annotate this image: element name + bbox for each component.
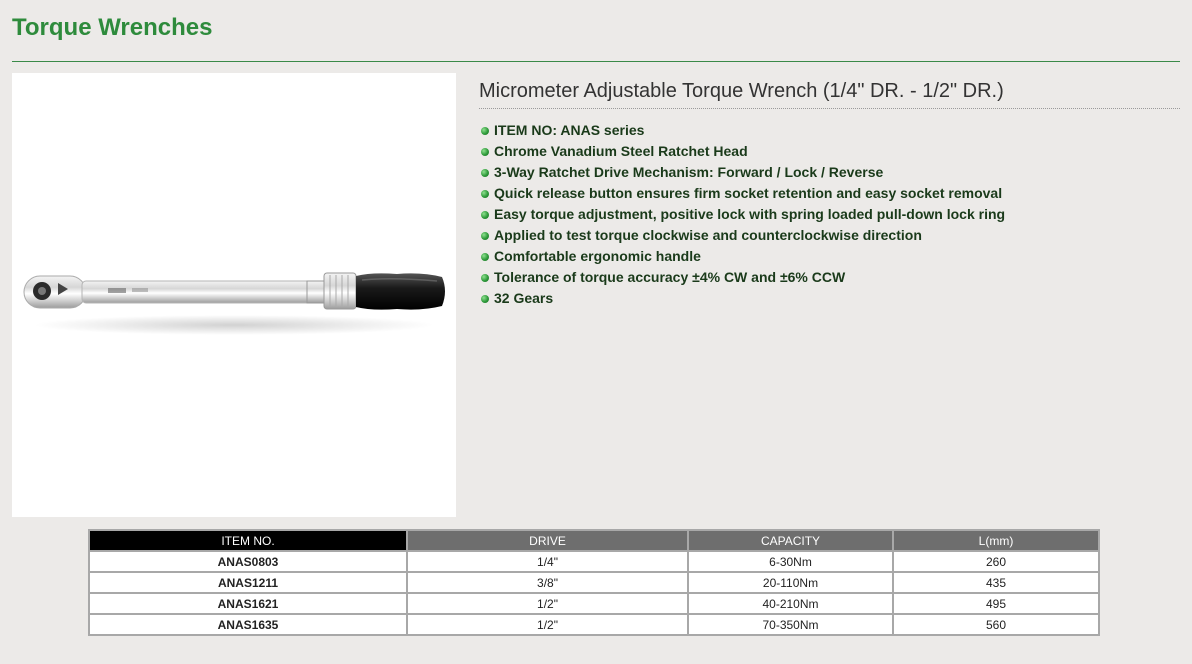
bullet-icon xyxy=(481,211,489,219)
cell-length: 560 xyxy=(893,614,1099,635)
bullet-icon xyxy=(481,169,489,177)
table-row xyxy=(89,614,1099,635)
cell-drive: 3/8" xyxy=(407,572,688,593)
feature-item xyxy=(480,267,1005,288)
feature-item xyxy=(480,183,1005,204)
torque-wrench-image xyxy=(12,73,456,517)
feature-item xyxy=(480,141,1005,162)
feature-text: Tolerance of torque accuracy ±4% CW and ±6% CCW xyxy=(494,269,846,285)
header-length: L(mm) xyxy=(893,530,1099,551)
cell-item-no: ANAS1621 xyxy=(89,593,407,614)
header-capacity: CAPACITY xyxy=(688,530,893,551)
feature-text: 32 Gears xyxy=(494,290,554,306)
cell-capacity: 70-350Nm xyxy=(688,614,893,635)
feature-text: Chrome Vanadium Steel Ratchet Head xyxy=(494,143,748,159)
feature-item xyxy=(480,162,1005,183)
cell-capacity: 40-210Nm xyxy=(688,593,893,614)
feature-text: Quick release button ensures firm socket retention and easy socket removal xyxy=(494,185,1003,201)
bullet-icon xyxy=(481,232,489,240)
feature-list xyxy=(480,120,1005,309)
cell-length: 495 xyxy=(893,593,1099,614)
cell-drive: 1/4" xyxy=(407,551,688,572)
feature-item xyxy=(480,120,1005,141)
feature-text: Applied to test torque clockwise and counterclockwise direction xyxy=(494,227,922,243)
table-header-row xyxy=(89,530,1099,551)
cell-drive: 1/2" xyxy=(407,614,688,635)
cell-item-no: ANAS1211 xyxy=(89,572,407,593)
cell-drive: 1/2" xyxy=(407,593,688,614)
feature-item xyxy=(480,204,1005,225)
cell-item-no: ANAS0803 xyxy=(89,551,407,572)
table-row xyxy=(89,593,1099,614)
product-image xyxy=(12,73,456,517)
cell-item-no: ANAS1635 xyxy=(89,614,407,635)
product-title-divider xyxy=(479,108,1180,109)
bullet-icon xyxy=(481,295,489,303)
cell-length: 260 xyxy=(893,551,1099,572)
table-row xyxy=(89,572,1099,593)
header-item-no: ITEM NO. xyxy=(89,530,407,551)
cell-capacity: 20-110Nm xyxy=(688,572,893,593)
feature-text: Easy torque adjustment, positive lock with spring loaded pull-down lock ring xyxy=(494,206,1006,222)
product-title: Micrometer Adjustable Torque Wrench (1/4" DR. - 1/2" DR.) xyxy=(479,80,1004,102)
table-row xyxy=(89,551,1099,572)
cell-length: 435 xyxy=(893,572,1099,593)
bullet-icon xyxy=(481,253,489,261)
feature-text: Comfortable ergonomic handle xyxy=(494,248,701,264)
bullet-icon xyxy=(481,274,489,282)
cell-capacity: 6-30Nm xyxy=(688,551,893,572)
title-divider xyxy=(12,61,1180,62)
feature-item xyxy=(480,225,1005,246)
bullet-icon xyxy=(481,190,489,198)
feature-item xyxy=(480,246,1005,267)
feature-item xyxy=(480,288,1005,309)
feature-text: 3-Way Ratchet Drive Mechanism: Forward / Lock / Reverse xyxy=(494,164,884,180)
bullet-icon xyxy=(481,148,489,156)
feature-text: ITEM NO: ANAS series xyxy=(494,122,645,138)
page-title: Torque Wrenches xyxy=(12,14,213,41)
header-drive: DRIVE xyxy=(407,530,688,551)
spec-table xyxy=(88,529,1100,636)
bullet-icon xyxy=(481,127,489,135)
